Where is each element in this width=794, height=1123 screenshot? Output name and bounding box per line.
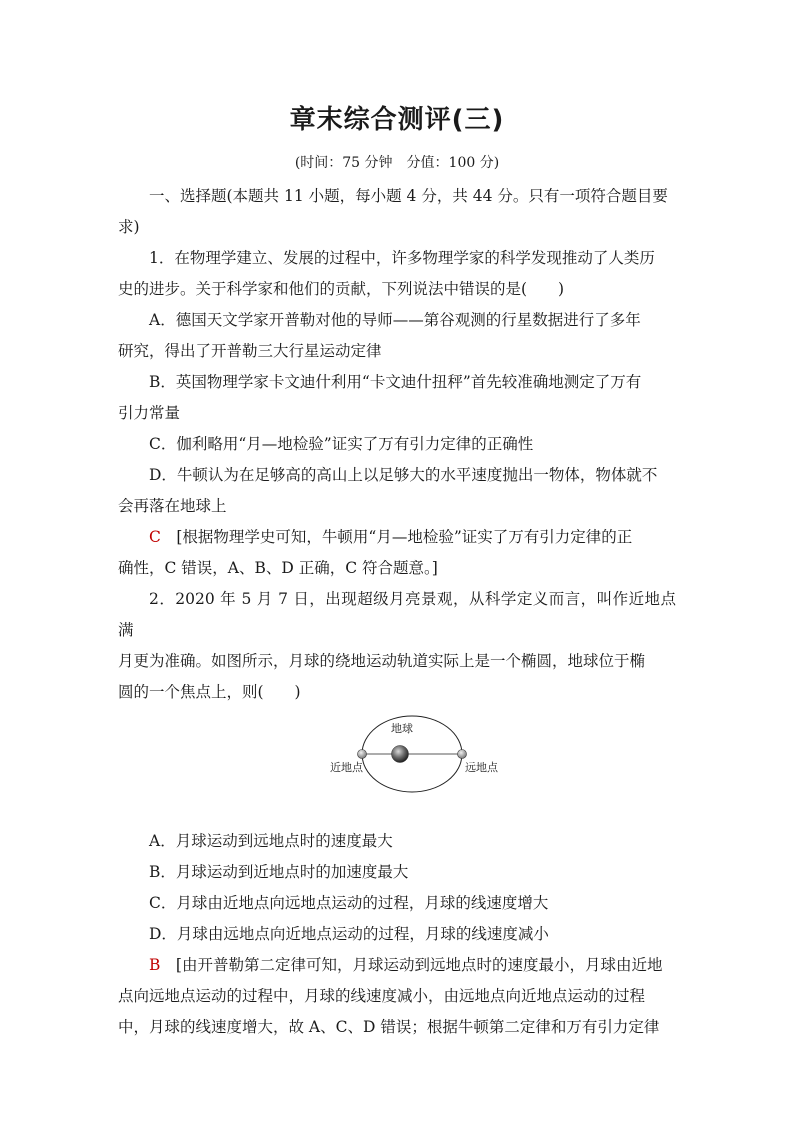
answer-letter: C: [149, 528, 161, 546]
option-line: D．牛顿认为在足够高的高山上以足够大的水平速度抛出一物体，物体就不: [149, 466, 658, 484]
document-body: [118, 181, 676, 1043]
explanation-line: [根据物理学史可知，牛顿用“月—地检验”证实了万有引力定律的正: [160, 528, 633, 546]
stem-line: 史的进步。关于科学家和他们的贡献，下列说法中错误的是( ): [118, 280, 565, 298]
option-line: 引力常量: [118, 404, 181, 422]
option-line: 研究，得出了开普勒三大行星运动定律: [118, 342, 382, 360]
moon-apogee-icon: [458, 750, 467, 759]
apogee-label: 远地点: [465, 761, 498, 774]
perigee-label: 近地点: [330, 761, 363, 774]
option-line: B．英国物理学家卡文迪什利用“卡文迪什扭秤”首先较准确地测定了万有: [149, 373, 642, 391]
option-a: [118, 305, 676, 367]
question-1: [118, 243, 676, 584]
question-stem: [118, 243, 676, 305]
moon-perigee-icon: [358, 750, 367, 759]
section-heading: [118, 181, 676, 243]
earth-icon: [392, 746, 409, 763]
option-line: A．德国天文学家开普勒对他的导师——第谷观测的行星数据进行了多年: [149, 311, 641, 329]
explanation-line: 确性，C 错误，A、B、D 正确，C 符合题意。]: [118, 559, 438, 577]
option-a: A．月球运动到远地点时的速度最大: [149, 832, 393, 850]
stem-line: 1．在物理学建立、发展的过程中，许多物理学家的科学发现推动了人类历: [149, 249, 655, 267]
explanation-line: 中，月球的线速度增大，故 A、C、D 错误；根据牛顿第二定律和万有引力定律: [118, 1018, 660, 1036]
explanation-line: 点向远地点运动的过程中，月球的线速度减小，由远地点向近地点运动的过程: [118, 987, 646, 1005]
question-2: [118, 584, 676, 1043]
earth-label: 地球: [391, 722, 413, 735]
section-line: 求): [118, 218, 140, 236]
answer-explanation: [118, 522, 676, 584]
option-b: [118, 367, 676, 429]
page-subtitle: (时间：75 分钟 分值：100 分): [294, 155, 500, 171]
answer-explanation: [118, 950, 676, 1043]
section-line: 一、选择题(本题共 11 小题，每小题 4 分，共 44 分。只有一项符合题目要: [149, 187, 668, 205]
stem-line: 月更为准确。如图所示，月球的绕地运动轨道实际上是一个椭圆，地球位于椭: [118, 652, 646, 670]
page-title: 章末综合测评(三): [289, 105, 505, 135]
stem-line: 2．2020 年 5 月 7 日，出现超级月亮景观，从科学定义而言，叫作近地点满: [118, 590, 676, 639]
explanation-line: [由开普勒第二定律可知，月球运动到远地点时的速度最小，月球由近地: [160, 956, 663, 974]
answer-letter: B: [149, 956, 161, 974]
option-d: [118, 460, 676, 522]
stem-line: 圆的一个焦点上，则( ): [118, 683, 301, 701]
option-line: 会再落在地球上: [118, 497, 227, 515]
question-stem: [118, 584, 676, 708]
option-b: B．月球运动到近地点时的加速度最大: [149, 863, 409, 881]
option-c: C．伽利略用“月—地检验”证实了万有引力定律的正确性: [149, 435, 534, 453]
orbit-figure: [118, 708, 676, 826]
option-d: D．月球由远地点向近地点运动的过程，月球的线速度减小: [149, 925, 549, 943]
option-c: C．月球由近地点向远地点运动的过程，月球的线速度增大: [149, 894, 549, 912]
